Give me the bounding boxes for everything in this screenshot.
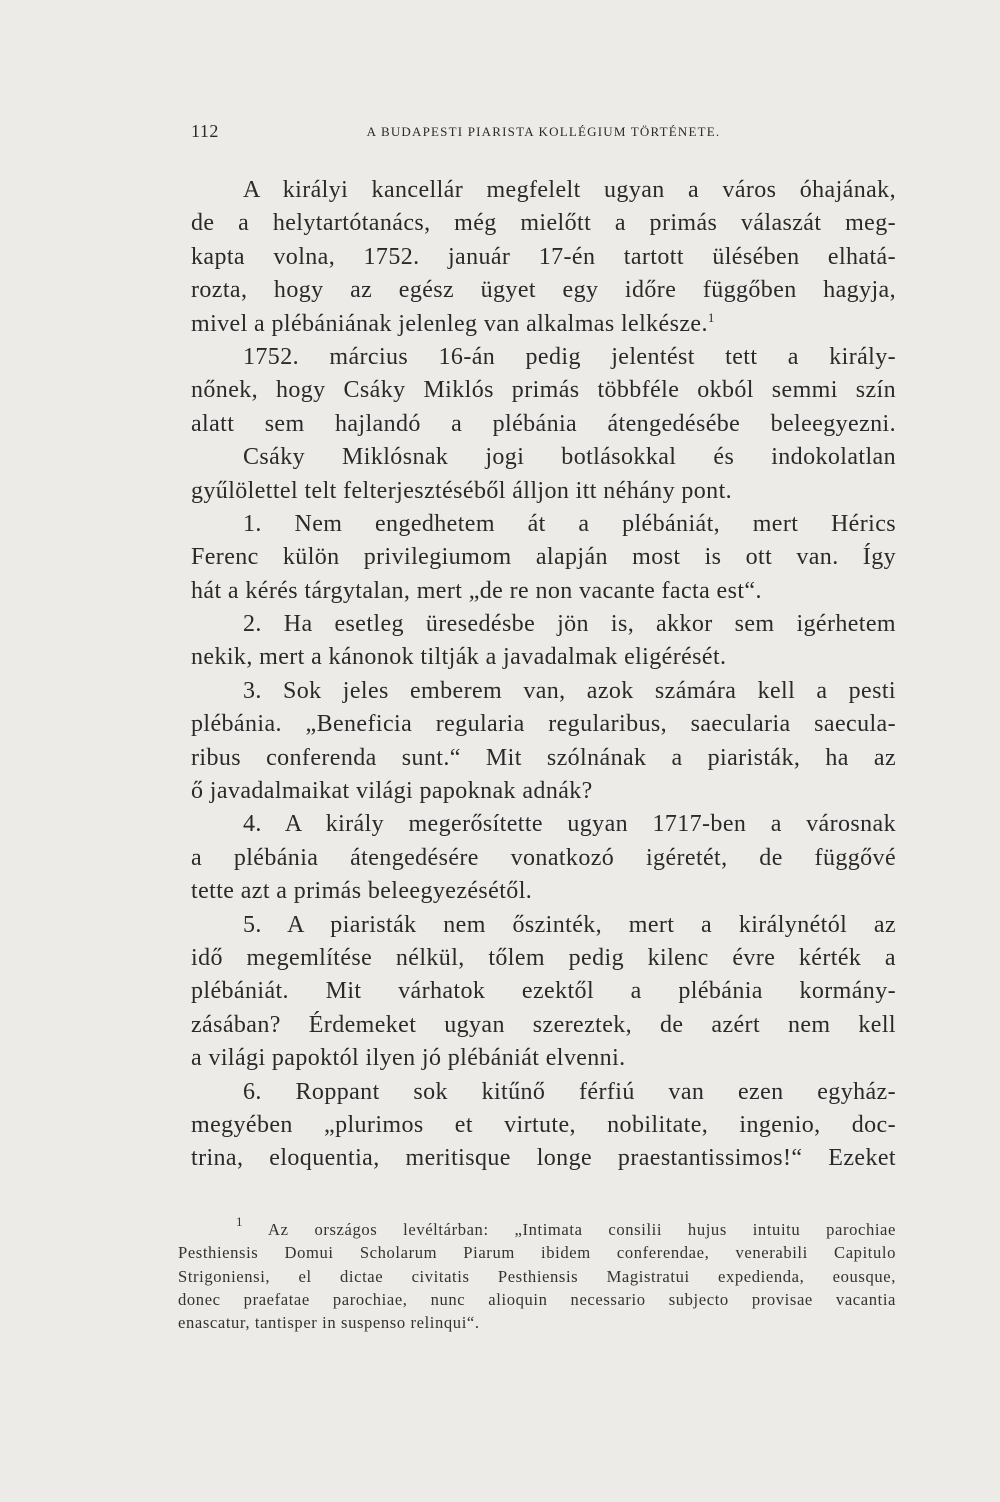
text-line: nőnek, hogy Csáky Miklós primás többféle okból semmi szín <box>191 377 896 404</box>
text-line <box>191 308 896 341</box>
text-line: a plébánia átengedésére vonatkozó igéretét, de függővé <box>191 844 896 871</box>
text-line: 5. A piaristák nem őszinték, mert a királynétól az <box>243 911 896 938</box>
text-line: plébánia. „Beneficia regularia regularibus, saecularia saecula- <box>191 711 896 738</box>
text-line: zásában? Érdemeket ugyan szereztek, de azért nem kell <box>191 1011 896 1038</box>
text-line: a világi papoktól ilyen jó plébániát elvenni. <box>191 1045 626 1072</box>
footnote-line: Pesthiensis Domui Scholarum Piarum ibidem conferendae, venerabili Capitulo <box>178 1243 896 1263</box>
text-line: 3. Sok jeles emberem van, azok számára kell a pesti <box>243 677 896 704</box>
text-line: ribus conferenda sunt.“ Mit szólnának a piaristák, ha az <box>191 744 896 771</box>
text-line: 6. Roppant sok kitűnő férfiú van ezen egyház- <box>243 1078 896 1105</box>
text-line: 2. Ha esetleg üresedésbe jön is, akkor sem igérhetem <box>243 611 896 638</box>
footnote-marker: 1 <box>236 1214 244 1229</box>
text-line: alatt sem hajlandó a plébánia átengedésébe beleegyezni. <box>191 410 896 437</box>
text-line: 1752. március 16-án pedig jelentést tett a király- <box>243 343 896 370</box>
footnote-line: enascatur, tantisper in suspenso relinqui“. <box>178 1313 480 1333</box>
text-line: Csáky Miklósnak jogi botlásokkal és indokolatlan <box>243 444 896 471</box>
text-line: gyűlölettel telt felterjesztéséből álljon itt néhány pont. <box>191 477 733 504</box>
page-number: 112 <box>191 121 219 141</box>
text-line: trina, eloquentia, meritisque longe praestantissimos!“ Ezeket <box>191 1145 896 1172</box>
text-line-content: mivel a plébániának jelenleg van alkalmas lelkésze. <box>191 310 708 337</box>
footnote-reference: 1 <box>707 309 715 325</box>
text-line: 1. Nem engedhetem át a plébániát, mert Hérics <box>243 510 896 537</box>
text-line: ő javadalmaikat világi papoknak adnák? <box>191 778 593 805</box>
text-line: A királyi kancellár megfelelt ugyan a város óhajának, <box>243 177 896 203</box>
text-line: rozta, hogy az egész ügyet egy időre függőben hagyja, <box>191 277 896 304</box>
text-line: tette azt a primás beleegyezésétől. <box>191 878 533 905</box>
footnote-line: Strigoniensi, el dictae civitatis Pesthiensis Magistratui expedienda, eousque, <box>178 1266 896 1286</box>
running-title: A BUDAPESTI PIARISTA KOLLÉGIUM TÖRTÉNETE. <box>366 124 721 139</box>
text-line: kapta volna, 1752. január 17-én tartott ülésében elhatá- <box>191 243 896 270</box>
text-line: plébániát. Mit várhatok ezektől a plébánia kormány- <box>191 978 896 1005</box>
text-line: Ferenc külön privilegiumom alapján most is ott van. Így <box>191 544 896 571</box>
text-line: 4. A király megerősítette ugyan 1717-ben a városnak <box>243 811 896 838</box>
text-line: nekik, mert a kánonok tiltják a javadalmak eligérését. <box>191 644 727 671</box>
text-line: hát a kérés tárgytalan, mert „de re non vacante facta est“. <box>191 577 762 604</box>
body-text <box>191 174 896 1176</box>
text-line: megyében „plurimos et virtute, nobilitate, ingenio, doc- <box>191 1111 896 1138</box>
footnote-line-content: Az országos levéltárban: „Intimata consilii hujus intuitu parochiae <box>268 1220 896 1239</box>
footnotes <box>178 1214 896 1334</box>
page-header <box>191 121 896 145</box>
footnote-line: donec praefatae parochiae, nunc alioquin necessario subjecto provisae vacantia <box>178 1289 896 1309</box>
text-line: de a helytartótanács, még mielőtt a primás válaszát meg- <box>191 210 896 237</box>
text-line: idő megemlítése nélkül, tőlem pedig kilenc évre kérték a <box>191 944 896 971</box>
footnote-line <box>178 1214 896 1241</box>
